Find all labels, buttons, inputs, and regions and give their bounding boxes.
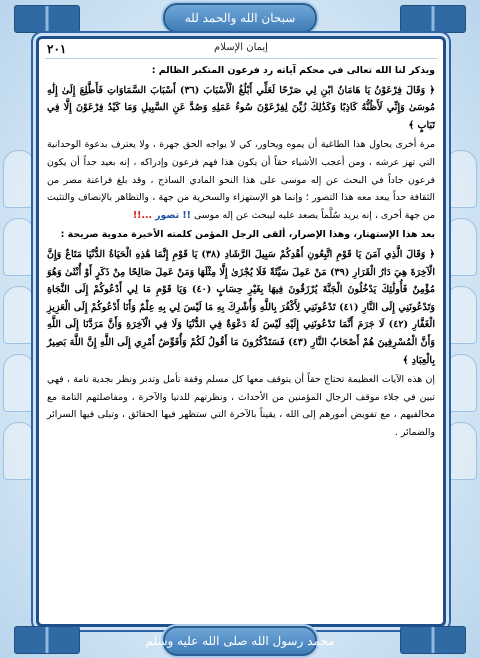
emphasis-exclamation: ...!! bbox=[132, 209, 153, 221]
top-ornament-band bbox=[0, 0, 480, 36]
bottom-calligraphy-plaque bbox=[145, 626, 335, 656]
quran-verse-2: ﴿ وَقَالَ الَّذِي آمَنَ يَا قَوْمِ اتَّبِعُونِ أَهْدِكُمْ سَبِيلَ الرَّشَادِ (٣٨) يَا قَوْمِ إِنَّمَا هَٰذِهِ الْحَيَاةُ الدُّنْيَا مَتَاعٌ وَإِنَّ الْآخِرَةَ هِيَ دَارُ الْقَرَارِ (٣٩) مَنْ عَمِلَ سَيِّئَةً فَلَا يُجْزَىٰ إِلَّا مِثْلَهَا وَمَنْ عَمِلَ صَالِحًا مِنْ ذَكَرٍ أَوْ أُنْثَىٰ وَهُوَ مُؤْمِنٌ فَأُولَٰئِكَ يَدْخُلُونَ الْجَنَّةَ يُرْزَقُونَ فِيهَا بِغَيْرِ حِسَابٍ (٤٠) وَيَا قَوْمِ مَا لِي أَدْعُوكُمْ إِلَى النَّجَاةِ وَتَدْعُونَنِي إِلَى النَّارِ (٤١) تَدْعُونَنِي لِأَكْفُرَ بِاللَّهِ وَأُشْرِكَ بِهِ مَا لَيْسَ لِي بِهِ عِلْمٌ وَأَنَا أَدْعُوكُمْ إِلَى الْعَزِيزِ الْغَفَّارِ (٤٢) لَا جَرَمَ أَنَّمَا تَدْعُونَنِي إِلَيْهِ لَيْسَ لَهُ دَعْوَةٌ فِي الدُّنْيَا وَلَا فِي الْآخِرَةِ وَأَنَّ مَرَدَّنَا إِلَى اللَّهِ وَأَنَّ الْمُسْرِفِينَ هُمْ أَصْحَابُ النَّارِ (٤٣) فَسَتَذْكُرُونَ مَا أَقُولُ لَكُمْ وَأُفَوِّضُ أَمْرِي إِلَى اللَّهِ إِنَّ اللَّهَ بَصِيرٌ بِالْعِبَادِ ﴾ bbox=[47, 248, 435, 366]
top-plaque-text: سبحان الله والحمد لله bbox=[184, 11, 296, 25]
right-ornament bbox=[444, 150, 478, 510]
open-book-icon bbox=[400, 626, 466, 654]
calligraphy-ornament-icon bbox=[445, 218, 477, 276]
calligraphy-ornament-icon bbox=[445, 286, 477, 344]
intro-line: ويذكر لنا الله تعالى في محكم آياته رد فرعون المتكبر الظالم : bbox=[151, 65, 435, 76]
calligraphy-ornament-icon bbox=[3, 354, 35, 412]
page-body bbox=[39, 59, 443, 441]
page-frame bbox=[36, 36, 446, 627]
top-calligraphy-plaque bbox=[163, 3, 317, 33]
paragraph-1-text: مرة أخرى يحاول هذا الطاغية أن يموه ويحاور، كي لا يواجه الحق جهرة ، ولا يعترف بدعوة الوحدانية التي تهز عرشه ، ومن أعجب الأشياء حقاً أن يكون هذا فهم فرعون وإدراكه ، إنه بعيد جداً أن يكون فرعون جاداً في البحث عن إله موسى على هذا النحو المادي الساذج ، وقد بلغ فراعنة مصر من الثقافة حداً يبعد معه هذا التصور ؛ وإنما هو الإستهزاء والسخرية من جهة ، والتظاهر بالإنصاف والتثبت من جهة أخرى ، إنه يريد سُلَّماً يصعد عليه ليبحث عن إله موسى bbox=[47, 139, 435, 221]
paragraph-3: إن هذه الآيات العظيمة تحتاج حقاً أن يتوقف معها كل مسلم وقفة تأمل وتدبر ونظر بجدية تامة ، فهي تبين في جلاء موقف الرجال المؤمنين من الأحداث ، ونظرتهم للدنيا والآخرة ، ومفاصلتهم التامة مع مخالفيهم ، مع تفويض أمورهم إلى الله ، يقيناً بالآخرة التي ستظهر فيها الحقائق ، وتبلى فيها السرائر والضمائر . bbox=[47, 374, 435, 438]
bottom-plaque-text: محمد رسول الله صلى الله عليه وسلم bbox=[145, 634, 335, 648]
calligraphy-ornament-icon bbox=[3, 150, 35, 208]
paragraph-1 bbox=[47, 136, 435, 224]
calligraphy-ornament-icon bbox=[3, 218, 35, 276]
quran-verse-1: ﴿ وَقَالَ فِرْعَوْنُ يَا هَامَانُ ابْنِ لِي صَرْحًا لَعَلِّي أَبْلُغُ الْأَسْبَابَ (٣٦) أَسْبَابَ السَّمَاوَاتِ فَأَطَّلِعَ إِلَىٰ إِلَٰهِ مُوسَىٰ وَإِنِّي لَأَظُنُّهُ كَاذِبًا وَكَذَٰلِكَ زُيِّنَ لِفِرْعَوْنَ سُوءُ عَمَلِهِ وَصُدَّ عَنِ السَّبِيلِ وَمَا كَيْدُ فِرْعَوْنَ إِلَّا فِي تَبَابٍ ﴾ bbox=[47, 84, 435, 131]
page-header bbox=[45, 42, 437, 59]
calligraphy-ornament-icon bbox=[3, 422, 35, 480]
open-book-icon bbox=[400, 5, 466, 33]
calligraphy-ornament-icon bbox=[445, 354, 477, 412]
left-ornament bbox=[2, 150, 36, 510]
paragraph-2-intro: بعد هذا الإستهتار، وهذا الإصرار، ألقى الرجل المؤمن كلمته الأخيرة مدوية صريحة : bbox=[60, 229, 435, 241]
open-book-icon bbox=[14, 626, 80, 654]
open-book-icon bbox=[14, 5, 80, 33]
running-title: إيمان الإسلام bbox=[214, 42, 268, 53]
calligraphy-ornament-icon bbox=[445, 422, 477, 480]
emphasis-tag: !! تصور bbox=[155, 209, 191, 221]
calligraphy-ornament-icon bbox=[445, 150, 477, 208]
bottom-ornament-band bbox=[0, 624, 480, 658]
page-number: ٢٠١ bbox=[47, 42, 67, 56]
calligraphy-ornament-icon bbox=[3, 286, 35, 344]
